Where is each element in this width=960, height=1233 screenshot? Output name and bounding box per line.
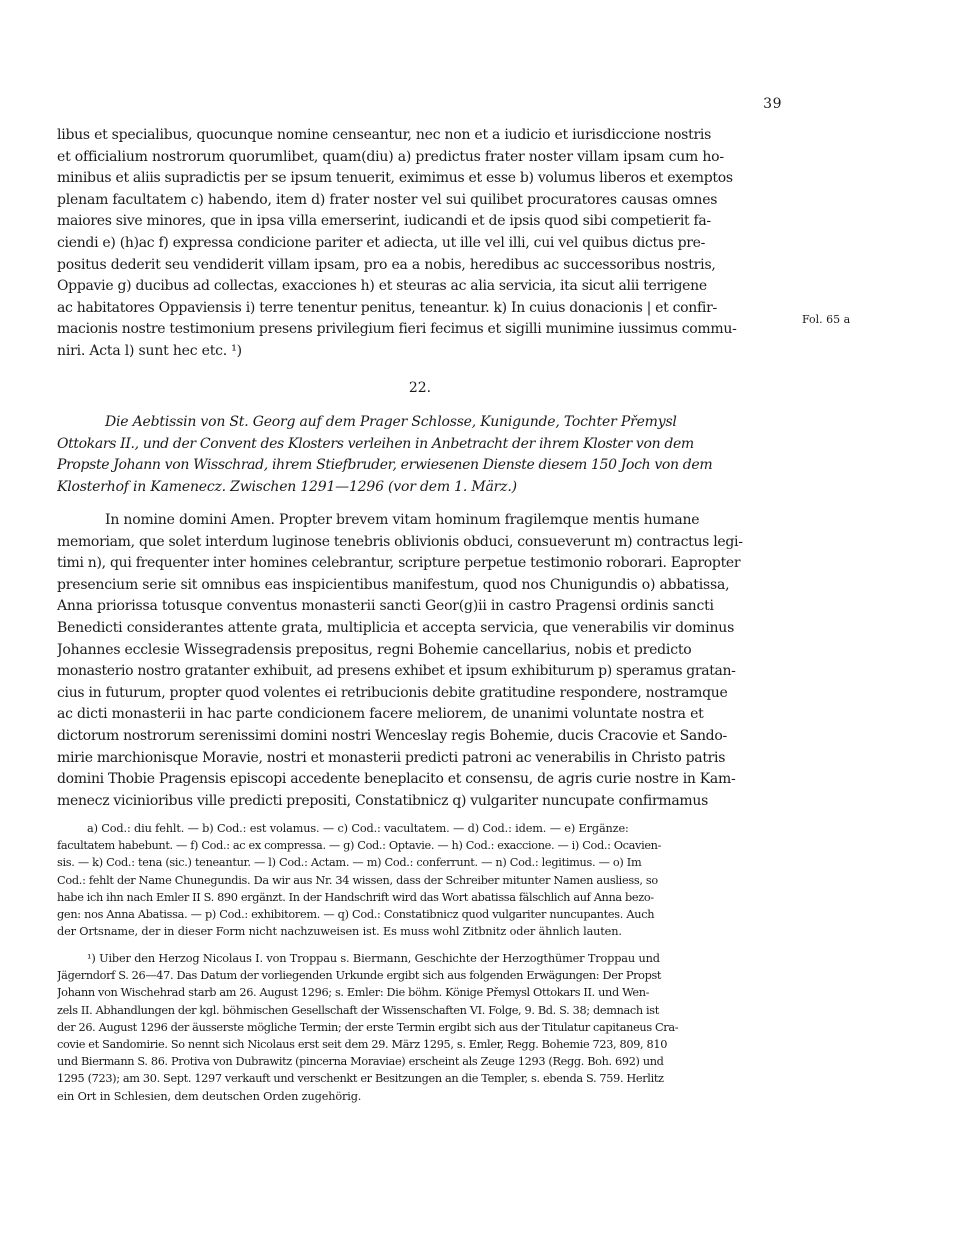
text-line: mirie marchionisque Moravie, nostri et monasterii predicti patroni ac venerabilis in Christo patris — [57, 749, 726, 766]
regest-line: Propste Johann von Wisschrad, ihrem Stiefbruder, erwiesenen Dienste diesem 150 Joch von dem — [57, 457, 713, 474]
text-line: positus dederit seu vendiderit villam ipsam, pro ea a nobis, heredibus ac successoribus nostris, — [57, 256, 716, 273]
folio-margin-note: Fol. 65 a — [802, 313, 851, 326]
charter-body — [57, 510, 783, 812]
regest-line: Klosterhof in Kamenecz. Zwischen 1291—1296 (vor dem 1. März.) — [57, 478, 517, 495]
note-line: covie et Sandomirie. So nennt sich Nicolaus erst seit dem 29. März 1295, s. Emler, Regg. Bohemie 723, 809, 810 — [57, 1037, 668, 1051]
text-line: maiores sive minores, que in ipsa villa emerserint, iudicandi et de ipsis quod sibi competierit fa- — [57, 213, 711, 230]
text-line: monasterio nostro gratanter exhibuit, ad presens exhibet et ipsum exhibiturum p) speramus gratan- — [57, 663, 736, 680]
text-line: Anna priorissa totusque conventus monasterii sancti Geor(g)ii in castro Pragensi ordinis sancti — [57, 598, 714, 615]
text-line: Benedicti considerantes attente grata, multiplicia et accepta servicia, que venerabilis vir dominus — [57, 619, 735, 636]
footnote-line: a) Cod.: diu fehlt. — b) Cod.: est volamus. — c) Cod.: vacultatem. — d) Cod.: idem. — e) Ergänze: — [87, 822, 629, 835]
text-line: et officialium nostrorum quorumlibet, quam(diu) a) predictus frater noster villam ipsam cum ho- — [57, 148, 724, 165]
text-line: ac dicti monasterii in hac parte condicionem facere meliorem, de unanimi voluntate nostra et — [57, 706, 704, 723]
text-line: niri. Acta l) sunt hec etc. ¹) — [57, 342, 242, 359]
footnotes-textual — [57, 820, 783, 940]
text-line: libus et specialibus, quocunque nomine censeantur, nec non et a iudicio et iurisdiccione nostris — [57, 127, 712, 143]
text-line: menecz vicinioribus ville predicti prepositi, Constatibnicz q) vulgariter nuncupate confirmamus — [57, 792, 708, 809]
text-line: ciendi e) (h)ac f) expressa condicione pariter et adiecta, ut ille vel illi, cui vel quibus dictus pre- — [57, 234, 706, 251]
footnote-line: Cod.: fehlt der Name Chunegundis. Da wir aus Nr. 34 wissen, dass der Schreiber mitunter Namen ausliess, so — [57, 873, 658, 887]
footnote-line: der Ortsname, der in dieser Form nicht nachzuweisen ist. Es muss wohl Zitbnitz oder ähnlich lauten. — [57, 925, 622, 939]
text-line: macionis nostre testimonium presens privilegium fieri fecimus et sigilli munimine iussimus commu- — [57, 321, 737, 338]
text-line: minibus et aliis supradictis per se ipsum tenuerit, eximimus et esse b) volumus liberos et exemptos — [57, 170, 733, 187]
text-line: dictorum nostrorum serenissimi domini nostri Wenceslay regis Bohemie, ducis Cracovie et Sando- — [57, 727, 727, 744]
note-line: zels II. Abhandlungen der kgl. böhmischen Gesellschaft der Wissenschaften VI. Folge, 9. Bd. S. 38; demnach ist — [57, 1003, 659, 1017]
note-line: Johann von Wischehrad starb am 26. August 1296; s. Emler: Die böhm. Könige Přemysl Ottokars II. und Wen- — [57, 986, 650, 1000]
text-line: presencium serie sit omnibus eas inspicientibus manifestum, quod nos Chunigundis o) abbatissa, — [57, 576, 730, 593]
footnote-line: sis. — k) Cod.: tena (sic.) teneantur. — l) Cod.: Actam. — m) Cod.: conferrunt. — n) Cod.: legitimus. — o) Im — [57, 856, 642, 870]
text-line: In nomine domini Amen. Propter brevem vitam hominum fragilemque mentis humane — [105, 512, 700, 528]
footnote-line: gen: nos Anna Abatissa. — p) Cod.: exhibitorem. — q) Cod.: Constatibnicz quod vulgariter nuncupantes. Auch — [57, 907, 655, 921]
page-number: 39 — [763, 96, 782, 112]
note-line: ein Ort in Schlesien, dem deutschen Orden zugehörig. — [57, 1089, 362, 1103]
document-number-heading: 22. — [408, 380, 432, 396]
text-line: Oppavie g) ducibus ad collectas, exacciones h) et steuras ac alia servicia, ita sicut alii terrigene — [57, 278, 707, 295]
regest-line: Die Aebtissin von St. Georg auf dem Prager Schlosse, Kunigunde, Tochter Přemysl — [105, 414, 677, 430]
text-line: plenam facultatem c) habendo, item d) frater noster vel sui quilibet procuratores causas omnes — [57, 191, 718, 208]
note-line: der 26. August 1296 der äusserste mögliche Termin; der erste Termin ergibt sich aus der Titulatur capitaneus Cra- — [57, 1020, 679, 1034]
regest-summary — [57, 412, 783, 498]
note-line: 1295 (723); am 30. Sept. 1297 verkauft und verschenkt er Besitzungen an die Templer, s. ebenda S. 759. Herlitz — [57, 1072, 664, 1086]
text-line: cius in futurum, propter quod volentes ei retribucionis debite gratitudine respondere, nostramque — [57, 684, 728, 701]
note-line: ¹) Uiber den Herzog Nicolaus I. von Troppau s. Biermann, Geschichte der Herzogthümer Troppau und — [87, 952, 660, 965]
regest-line: Ottokars II., und der Convent des Klosters verleihen in Anbetracht der ihrem Kloster von dem — [57, 435, 694, 452]
charter-continuation — [57, 125, 783, 363]
footnote-line: habe ich ihn nach Emler II S. 890 ergänzt. In der Handschrift wird das Wort abatissa fälschlich auf Anna bezo- — [57, 890, 654, 904]
text-line: Johannes ecclesie Wissegradensis prepositus, regni Bohemie cancellarius, nobis et predicto — [57, 641, 692, 658]
footnote-line: facultatem habebunt. — f) Cod.: ac ex compressa. — g) Cod.: Optavie. — h) Cod.: exaccione. — i) Cod.: Ocavien- — [57, 839, 662, 853]
text-line: timi n), qui frequenter inter homines celebrantur, scripture perpetue testimonio roborari. Eapropter — [57, 555, 741, 572]
note-line: Jägerndorf S. 26—47. Das Datum der vorliegenden Urkunde ergibt sich aus folgenden Erwägungen: Der Propst — [57, 969, 662, 983]
note-line: und Biermann S. 86. Protiva von Dubrawitz (pincerna Moraviae) erscheint als Zeuge 1293 (Regg. Boh. 692) und — [57, 1055, 664, 1069]
text-line: memoriam, que solet interdum luginose tenebris oblivionis obduci, consueverunt m) contractus legi- — [57, 533, 743, 550]
text-line: domini Thobie Pragensis episcopi accedente beneplacito et consensu, de agris curie nostre in Kam- — [57, 771, 736, 788]
footnotes-explanatory — [57, 950, 783, 1105]
text-line: ac habitatores Oppaviensis i) terre tenentur penitus, teneantur. k) In cuius donacionis | et confir- — [57, 299, 717, 316]
